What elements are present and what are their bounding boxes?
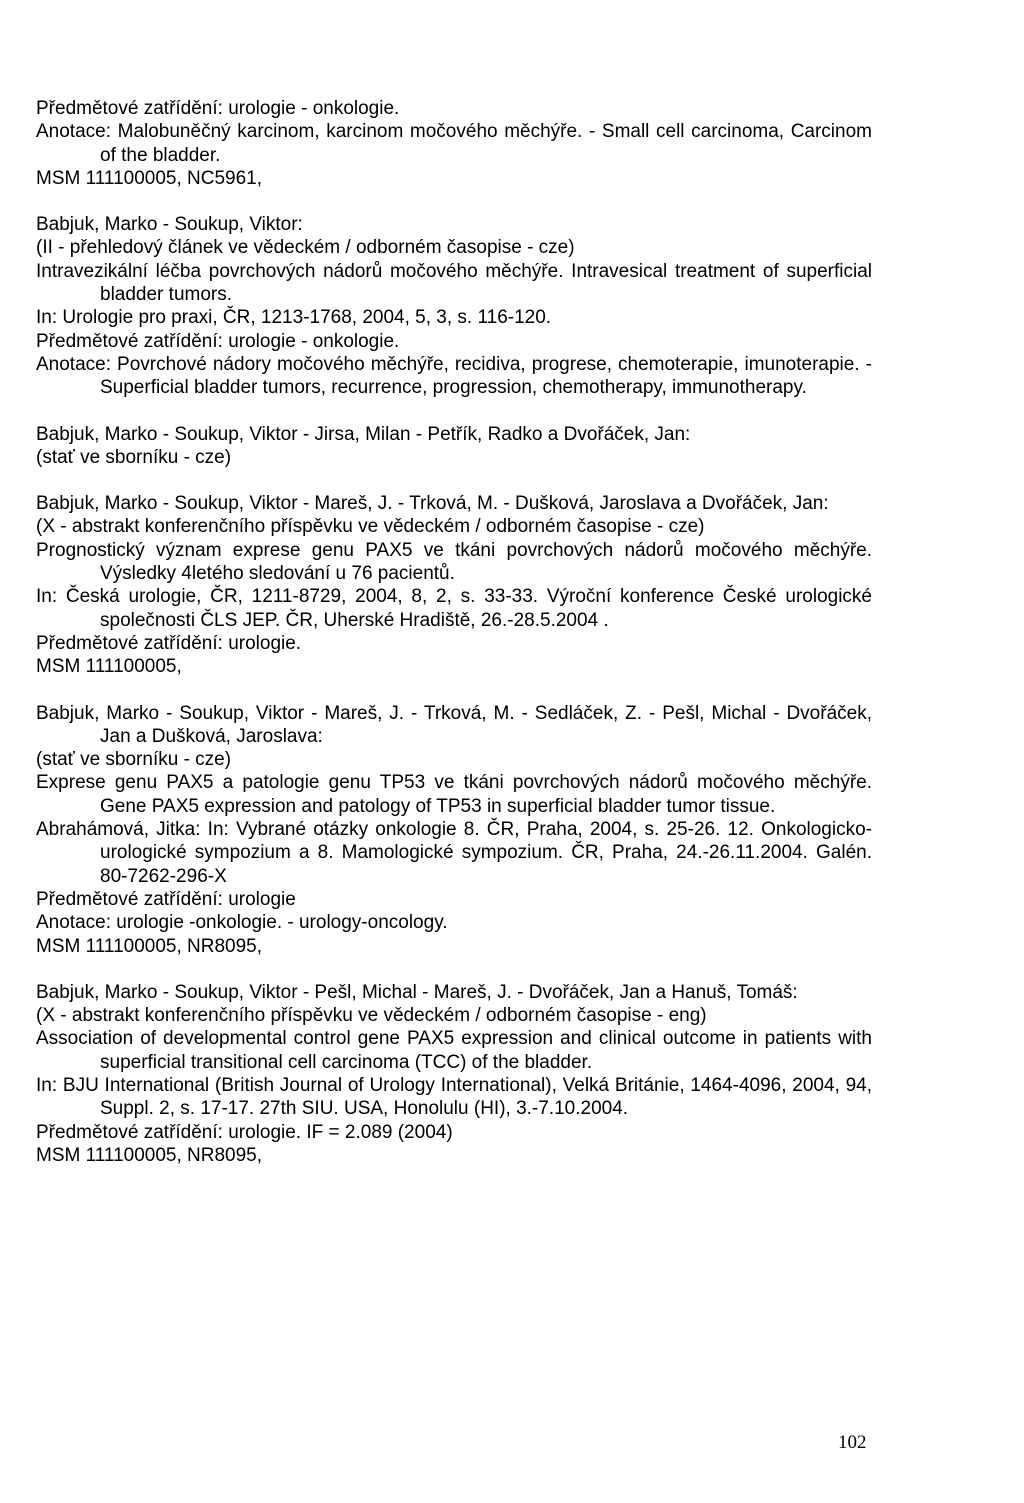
subject-classification: Předmětové zatřídění: urologie. <box>36 632 302 654</box>
publication-type: (X - abstrakt konferenčního příspěvku ve vědeckém / odborném časopise - eng) <box>36 1005 707 1027</box>
subject-classification: Předmětové zatřídění: urologie - onkologie. <box>36 98 400 119</box>
entry-6 <box>36 981 872 1167</box>
subject-classification: Předmětové zatřídění: urologie - onkologie. <box>36 330 400 352</box>
authors: Babjuk, Marko - Soukup, Viktor: <box>36 214 303 236</box>
source: In: Česká urologie, ČR, 1211-8729, 2004, 8, 2, s. 33-33. Výroční konference České urologické společnosti ČLS JEP. ČR, Uherské Hradiště, 26.-28.5.2004 . <box>36 586 872 631</box>
source: In: Urologie pro praxi, ČR, 1213-1768, 2004, 5, 3, s. 116-120. <box>36 307 552 329</box>
publication-title: Prognostický význam exprese genu PAX5 ve tkáni povrchových nádorů močového měchýře. Výsledky 4letého sledování u 76 pacientů. <box>36 539 872 585</box>
authors: Babjuk, Marko - Soukup, Viktor - Mareš, J. - Trková, M. - Sedláček, Z. - Pešl, Michal - Dvořáček, Jan a Dušková, Jaroslava: <box>36 702 872 747</box>
publication-title: Association of developmental control gene PAX5 expression and clinical outcome in patients with superficial transitional cell carcinoma (TCC) of the bladder. <box>36 1028 872 1073</box>
subject-classification: Předmětové zatřídění: urologie <box>36 888 296 910</box>
entry-3 <box>36 423 872 470</box>
publication-type: (stať ve sborníku - cze) <box>36 749 232 771</box>
entry-4 <box>36 492 872 678</box>
authors: Babjuk, Marko - Soukup, Viktor - Pešl, Michal - Mareš, J. - Dvořáček, Jan a Hanuš, Tomáš: <box>36 981 798 1003</box>
source: In: BJU International (British Journal of Urology International), Velká Británie, 1464-4096, 2004, 94, Suppl. 2, s. 17-17. 27th SIU. USA, Honolulu (HI), 3.-7.10.2004. <box>36 1074 872 1120</box>
annotation: Anotace: Povrchové nádory močového měchýře, recidiva, progrese, chemoterapie, imunoterapie. - Superficial bladder tumors, recurrence, progression, chemotherapy, immunotherapy. <box>36 353 872 399</box>
grant-code: MSM 111100005, NC5961, <box>36 167 263 189</box>
publication-title: Intravezikální léčba povrchových nádorů močového měchýře. Intravesical treatment of superficial bladder tumors. <box>36 260 872 306</box>
authors: Babjuk, Marko - Soukup, Viktor - Jirsa, Milan - Petřík, Radko a Dvořáček, Jan: <box>36 423 691 445</box>
subject-classification: Předmětové zatřídění: urologie. IF = 2.089 (2004) <box>36 1121 453 1143</box>
grant-code: MSM 111100005, <box>36 656 182 678</box>
publication-type: (X - abstrakt konferenčního příspěvku ve vědeckém / odborném časopise - cze) <box>36 516 705 538</box>
source: Abrahámová, Jitka: In: Vybrané otázky onkologie 8. ČR, Praha, 2004, s. 25-26. 12. Onkologicko-urologické sympozium a 8. Mamologické sympozium. ČR, Praha, 24.-26.11.2004. Galén. 80-7262-296-X <box>36 819 872 887</box>
annotation: Anotace: Malobuněčný karcinom, karcinom močového měchýře. - Small cell carcinoma, Carcinom of the bladder. <box>36 121 872 166</box>
publication-type: (stať ve sborníku - cze) <box>36 446 232 468</box>
entry-5 <box>36 702 872 958</box>
entry-1 <box>36 97 872 190</box>
grant-code: MSM 111100005, NR8095, <box>36 1144 263 1166</box>
annotation: Anotace: urologie -onkologie. - urology-oncology. <box>36 912 448 934</box>
entry-2 <box>36 213 872 399</box>
document-body <box>36 97 872 1190</box>
grant-code: MSM 111100005, NR8095, <box>36 935 263 957</box>
publication-title: Exprese genu PAX5 a patologie genu TP53 ve tkáni povrchových nádorů močového měchýře. Gene PAX5 expression and patology of TP53 in superficial bladder tumor tissue. <box>36 772 872 817</box>
authors: Babjuk, Marko - Soukup, Viktor - Mareš, J. - Trková, M. - Dušková, Jaroslava a Dvořáček, Jan: <box>36 493 829 515</box>
page-number: 102 <box>838 1432 867 1453</box>
publication-type: (II - přehledový článek ve vědeckém / odborném časopise - cze) <box>36 237 575 259</box>
